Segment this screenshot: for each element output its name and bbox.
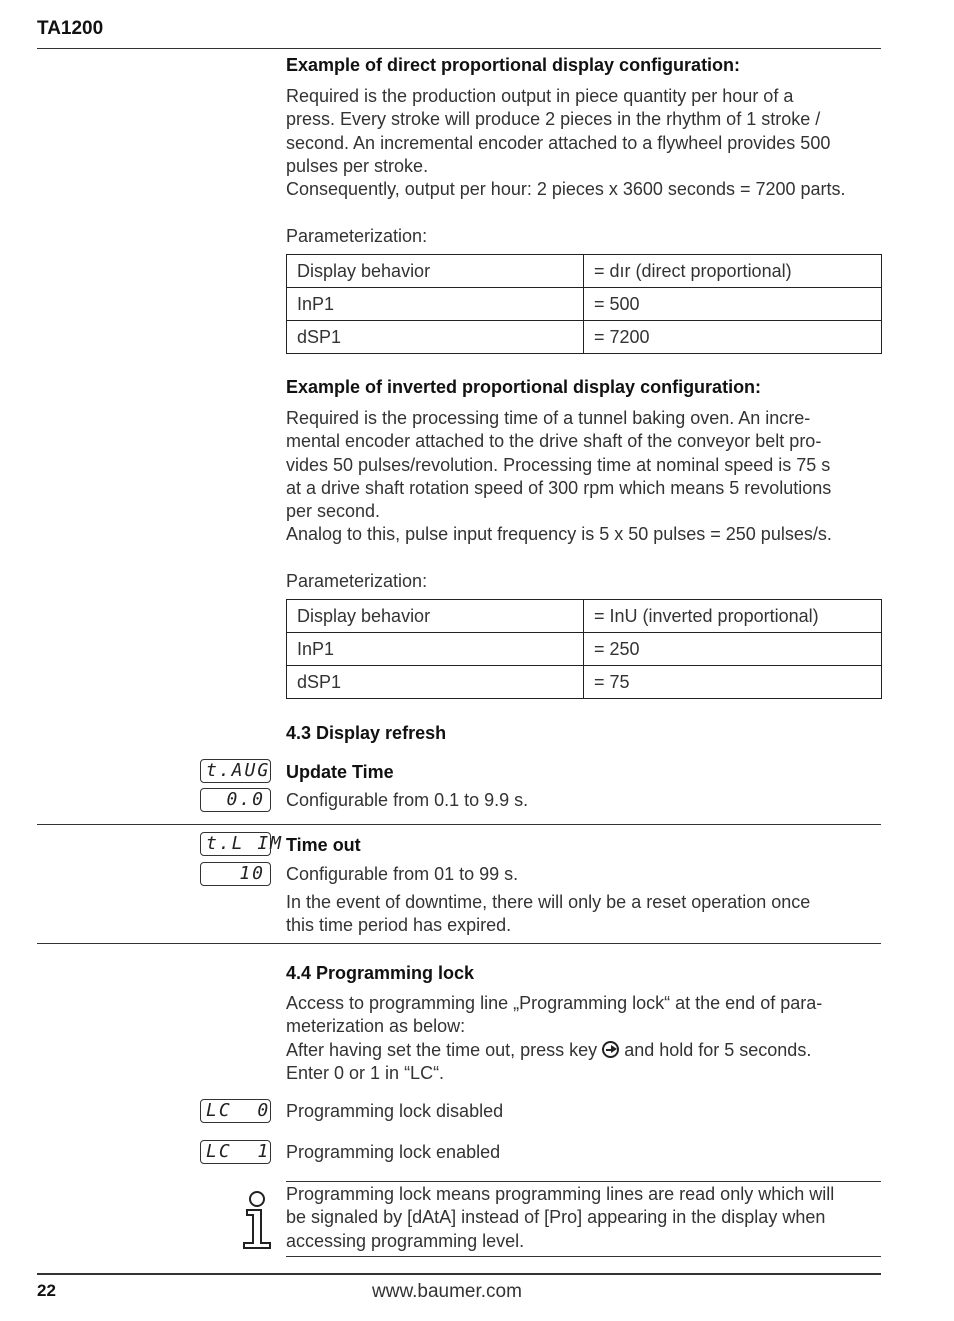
direct-param-label: Parameterization: [286, 226, 428, 246]
section-divider [37, 943, 881, 944]
inverted-line: vides 50 pulses/revolution. Processing time at nominal speed is 75 s [286, 454, 831, 475]
lock-line-part: After having set the time out, press key [286, 1039, 598, 1060]
lock-enabled-text: Programming lock enabled [286, 1142, 501, 1162]
section-divider [37, 824, 881, 825]
note-line: be signaled by [dAtA] instead of [Pro] appearing in the display when [286, 1207, 826, 1228]
param-value: = 75 [584, 666, 882, 699]
lock-disabled-text: Programming lock disabled [286, 1101, 504, 1121]
table-row [287, 255, 882, 288]
lcd-display-update-code: t.AUG [200, 759, 271, 783]
inverted-line: Analog to this, pulse input frequency is 5 x 50 pulses = 250 pulses/s. [286, 524, 832, 545]
note-line: accessing programming level. [286, 1230, 525, 1251]
inverted-line: Required is the processing time of a tunnel baking oven. An incre- [286, 408, 811, 428]
direct-line: pulses per stroke. [286, 155, 429, 176]
param-value: = 500 [584, 288, 882, 321]
param-name: dSP1 [287, 321, 584, 354]
lcd-display-timeout-code: t.L IM [200, 832, 271, 856]
table-row [287, 288, 882, 321]
time-out-title: Time out [286, 835, 361, 855]
inverted-paragraph [286, 407, 832, 547]
note-bottom-rule [286, 1256, 881, 1257]
param-name: Display behavior [287, 255, 584, 288]
lcd-display-timeout-value: 10 [200, 862, 271, 886]
direct-heading: Example of direct proportional display configuration: [286, 55, 741, 75]
info-icon [241, 1190, 273, 1250]
param-name: InP1 [287, 288, 584, 321]
table-row [287, 321, 882, 354]
direct-paragraph [286, 85, 846, 201]
lcd-display-update-value: 0.0 [200, 788, 271, 812]
direct-line: press. Every stroke will produce 2 pieces in the rhythm of 1 stroke / [286, 109, 821, 130]
enter-key-icon [602, 1041, 619, 1058]
table-row [287, 633, 882, 666]
section-4-4-heading: 4.4 Programming lock [286, 963, 475, 983]
param-name: dSP1 [287, 666, 584, 699]
header-rule [37, 48, 881, 49]
param-value: = 250 [584, 633, 882, 666]
lock-line: Enter 0 or 1 in “LC“. [286, 1062, 445, 1083]
time-out-description [286, 891, 810, 938]
footer-rule [37, 1273, 881, 1275]
inverted-heading: Example of inverted proportional display configuration: [286, 377, 762, 397]
time-out-line: In the event of downtime, there will only be a reset operation once [286, 892, 811, 912]
inverted-param-table [286, 599, 882, 699]
param-value: = InU (inverted proportional) [584, 600, 882, 633]
inverted-line: per second. [286, 501, 381, 522]
lock-line: meterization as below: [286, 1016, 466, 1037]
time-out-text: Configurable from 01 to 99 s. [286, 864, 519, 884]
lock-paragraph [286, 992, 822, 1085]
update-time-text: Configurable from 0.1 to 9.9 s. [286, 790, 529, 810]
inverted-param-label: Parameterization: [286, 571, 428, 591]
inverted-line: at a drive shaft rotation speed of 300 rpm which means 5 revolutions [286, 477, 832, 498]
note-top-rule [286, 1181, 881, 1182]
section-4-3-heading: 4.3 Display refresh [286, 723, 447, 743]
direct-line: Consequently, output per hour: 2 pieces x 3600 seconds = 7200 parts. [286, 179, 846, 200]
lock-line: Access to programming line „Programming lock“ at the end of para- [286, 993, 823, 1013]
lcd-display-lock-disabled: LC 0 [200, 1099, 271, 1123]
direct-line: Required is the production output in piece quantity per hour of a [286, 86, 794, 106]
footer-url: www.baumer.com [372, 1281, 522, 1302]
info-note [286, 1183, 834, 1253]
param-value: = dır (direct proportional) [584, 255, 882, 288]
param-name: InP1 [287, 633, 584, 666]
param-name: Display behavior [287, 600, 584, 633]
time-out-line: this time period has expired. [286, 915, 512, 936]
table-row [287, 600, 882, 633]
param-value: = 7200 [584, 321, 882, 354]
table-row [287, 666, 882, 699]
inverted-line: mental encoder attached to the drive shaft of the conveyor belt pro- [286, 431, 822, 452]
note-line: Programming lock means programming lines are read only which will [286, 1184, 835, 1204]
lock-line-part: and hold for 5 seconds. [624, 1039, 812, 1060]
direct-param-table [286, 254, 882, 354]
direct-line: second. An incremental encoder attached to a flywheel provides 500 [286, 132, 831, 153]
document-header-title: TA1200 [37, 18, 104, 39]
update-time-title: Update Time [286, 762, 394, 782]
page-number: 22 [37, 1281, 56, 1300]
lcd-display-lock-enabled: LC 1 [200, 1140, 271, 1164]
lock-line [286, 1039, 822, 1062]
